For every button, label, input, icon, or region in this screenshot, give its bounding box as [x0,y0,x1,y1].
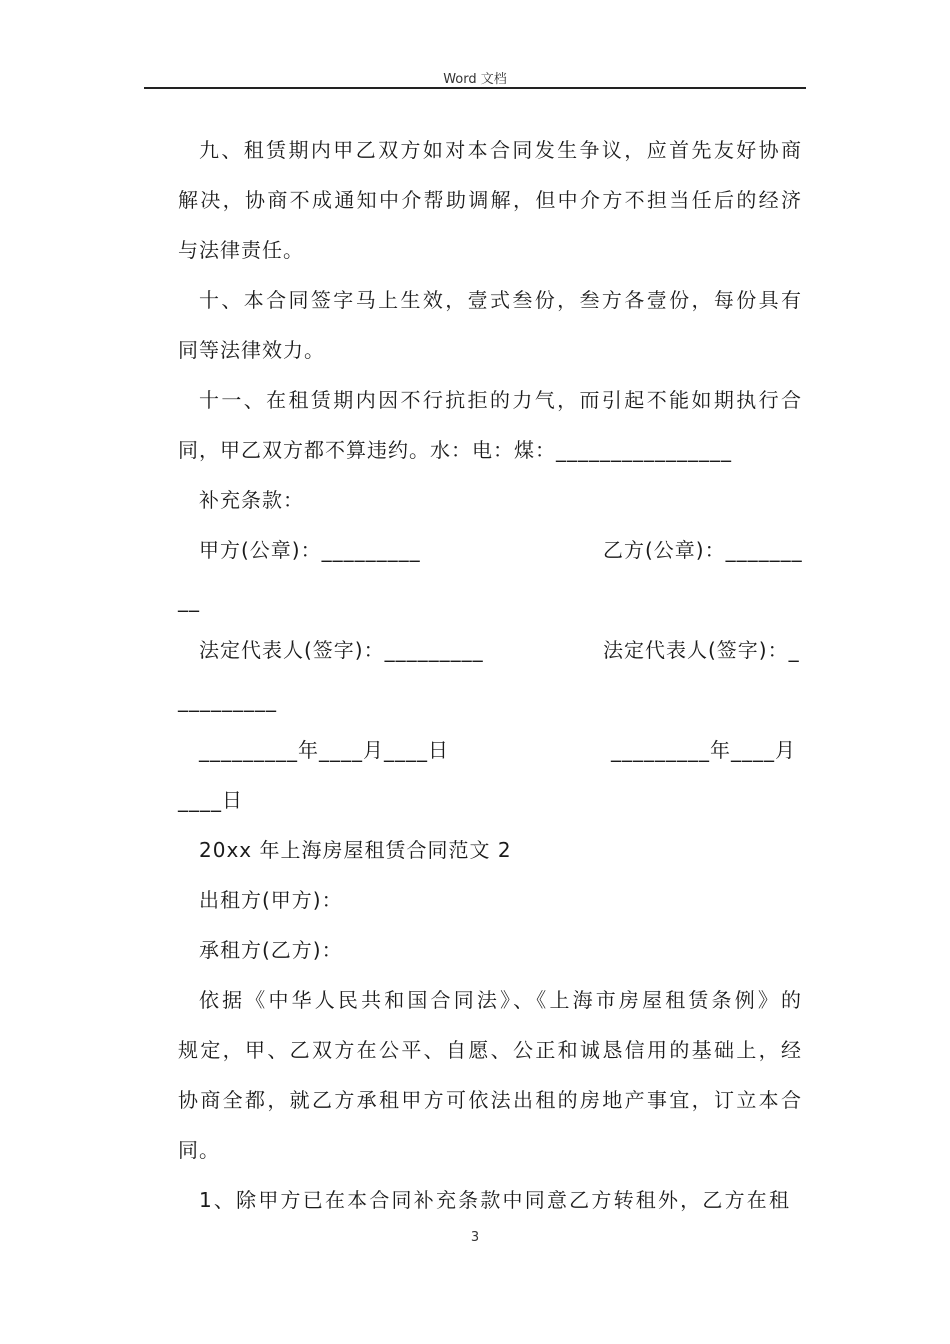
intro-line-2: 规定，甲、乙双方在公平、自愿、公正和诚恳信用的基础上，经 [178,1038,802,1062]
date-b-field: _________年____月 [611,738,796,762]
supplement-heading: 补充条款： [199,488,304,512]
paragraph-9-line-1: 九、租赁期内甲乙双方如对本合同发生争议，应首先友好协商 [199,138,802,162]
page-number: 3 [470,1230,480,1245]
party-b-seal-field-cont: __ [178,588,200,612]
intro-line-1: 依据《中华人民共和国合同法》、《上海市房屋租赁条例》的 [199,988,802,1012]
rep-b-signature-field-cont: _________ [178,688,277,712]
intro-line-4: 同。 [178,1138,220,1162]
header-title: Word 文档 [443,72,507,87]
intro-line-3: 协商全都，就乙方承租甲方可依法出租的房地产事宜，订立本合 [178,1088,802,1112]
paragraph-9-line-3: 与法律责任。 [178,238,304,262]
paragraph-11-line-2: 同，甲乙双方都不算违约。水：电：煤：________________ [178,438,732,462]
date-b-field-cont: ____日 [178,788,243,812]
paragraph-10-line-1: 十、本合同签字马上生效，壹式叁份，叁方各壹份，每份具有 [199,288,802,312]
paragraph-11-line-1: 十一、在租赁期内因不行抗拒的力气，而引起不能如期执行合 [199,388,802,412]
date-a-field: _________年____月____日 [199,738,449,762]
paragraph-10-line-2: 同等法律效力。 [178,338,325,362]
paragraph-9-line-2: 解决，协商不成通知中介帮助调解，但中介方不担当任后的经济 [178,188,802,212]
header-divider [144,87,806,89]
clause-1-line-1: 1、除甲方已在本合同补充条款中同意乙方转租外，乙方在租 [199,1188,790,1212]
rep-a-signature-field: 法定代表人(签字)：_________ [199,638,484,662]
section-title: 20xx 年上海房屋租赁合同范文 2 [199,838,512,862]
rep-b-signature-field: 法定代表人(签字)：_ [603,638,800,662]
party-b-seal-field: 乙方(公章)：_______ [603,538,803,562]
lessor-label: 出租方(甲方)： [199,888,343,912]
party-a-seal-field: 甲方(公章)：_________ [199,538,421,562]
lessee-label: 承租方(乙方)： [199,938,343,962]
